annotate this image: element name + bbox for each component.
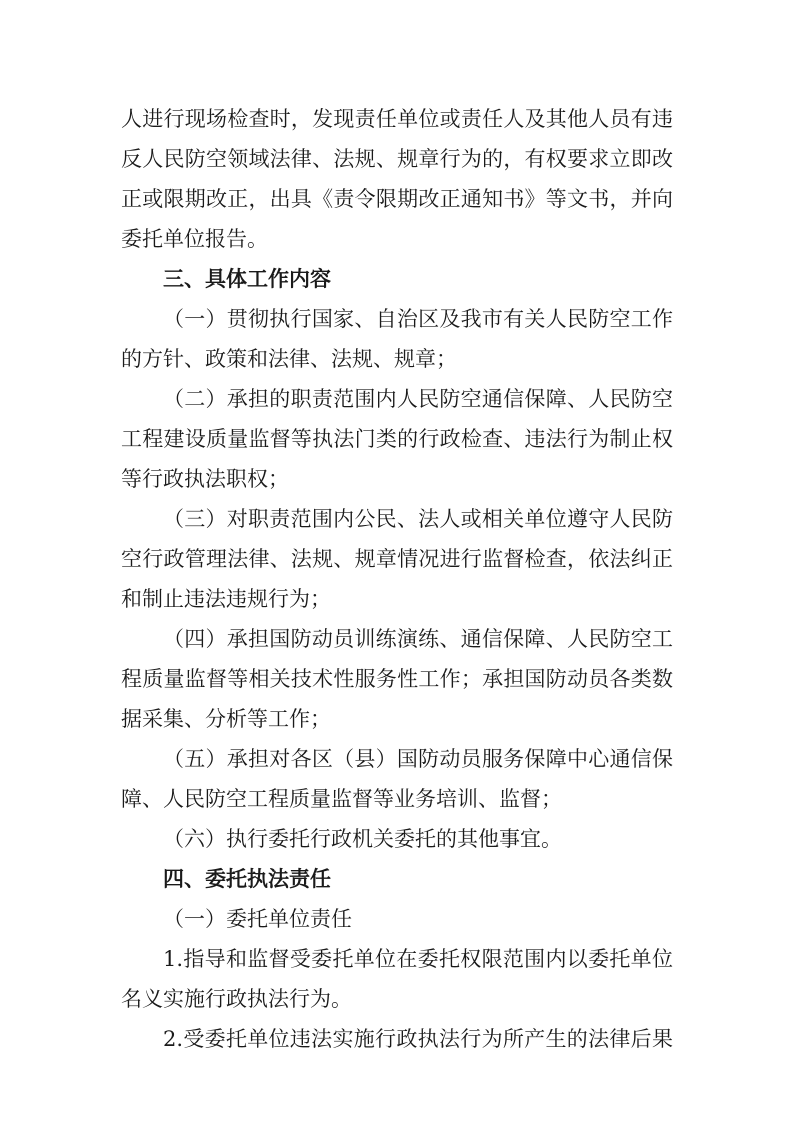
body-line [0,139,793,179]
line-text: 1.指导和监督受委托单位在委托权限范围内以委托单位 [163,947,673,971]
line-text: 正或限期改正，出具《责令限期改正通知书》等文书，并向 [121,187,673,211]
subsection-heading [0,899,793,939]
line-text: （三）对职责范围内公民、法人或相关单位遵守人民防 [163,507,673,531]
body-line [0,539,793,579]
body-line [0,659,793,699]
line-text: （六）执行委托行政机关委托的其他事宜。 [163,827,562,851]
body-line [0,379,793,419]
body-line [0,179,793,219]
line-text: 工程建设质量监督等执法门类的行政检查、违法行为制止权 [121,427,673,451]
section-heading [0,259,793,299]
line-text: 空行政管理法律、法规、规章情况进行监督检查，依法纠正 [121,547,673,571]
body-line [0,1019,793,1059]
body-line [0,299,793,339]
body-line [0,579,793,619]
line-text: （五）承担对各区（县）国防动员服务保障中心通信保 [163,747,673,771]
body-line [0,739,793,779]
line-text: 反人民防空领域法律、法规、规章行为的，有权要求立即改 [121,147,673,171]
body-line [0,459,793,499]
line-text: 的方针、政策和法律、法规、规章； [121,347,457,371]
body-line [0,779,793,819]
line-text: 据采集、分析等工作； [121,707,331,731]
body-line [0,219,793,259]
body-line [0,979,793,1019]
body-line [0,339,793,379]
line-text: 名义实施行政执法行为。 [121,987,352,1011]
body-line [0,99,793,139]
line-text: 程质量监督等相关技术性服务性工作；承担国防动员各类数 [121,667,673,691]
body-line [0,419,793,459]
subsection-heading-text: （一）委托单位责任 [163,907,352,931]
line-text: 2.受委托单位违法实施行政执法行为所产生的法律后果 [163,1027,673,1051]
body-line [0,939,793,979]
line-text: 委托单位报告。 [121,227,268,251]
line-text: 障、人民防空工程质量监督等业务培训、监督； [121,787,562,811]
body-line [0,699,793,739]
section-heading-text: 三、具体工作内容 [163,267,331,291]
body-line [0,619,793,659]
line-text: （二）承担的职责范围内人民防空通信保障、人民防空 [163,387,673,411]
line-text: 和制止违法违规行为； [121,587,331,611]
line-text: （四）承担国防动员训练演练、通信保障、人民防空工 [163,627,673,651]
body-line [0,819,793,859]
line-text: （一）贯彻执行国家、自治区及我市有关人民防空工作 [163,307,673,331]
line-text: 等行政执法职权； [121,467,289,491]
section-heading [0,859,793,899]
body-line [0,499,793,539]
line-text: 人进行现场检查时，发现责任单位或责任人及其他人员有违 [121,107,673,131]
section-heading-text: 四、委托执法责任 [163,867,331,891]
